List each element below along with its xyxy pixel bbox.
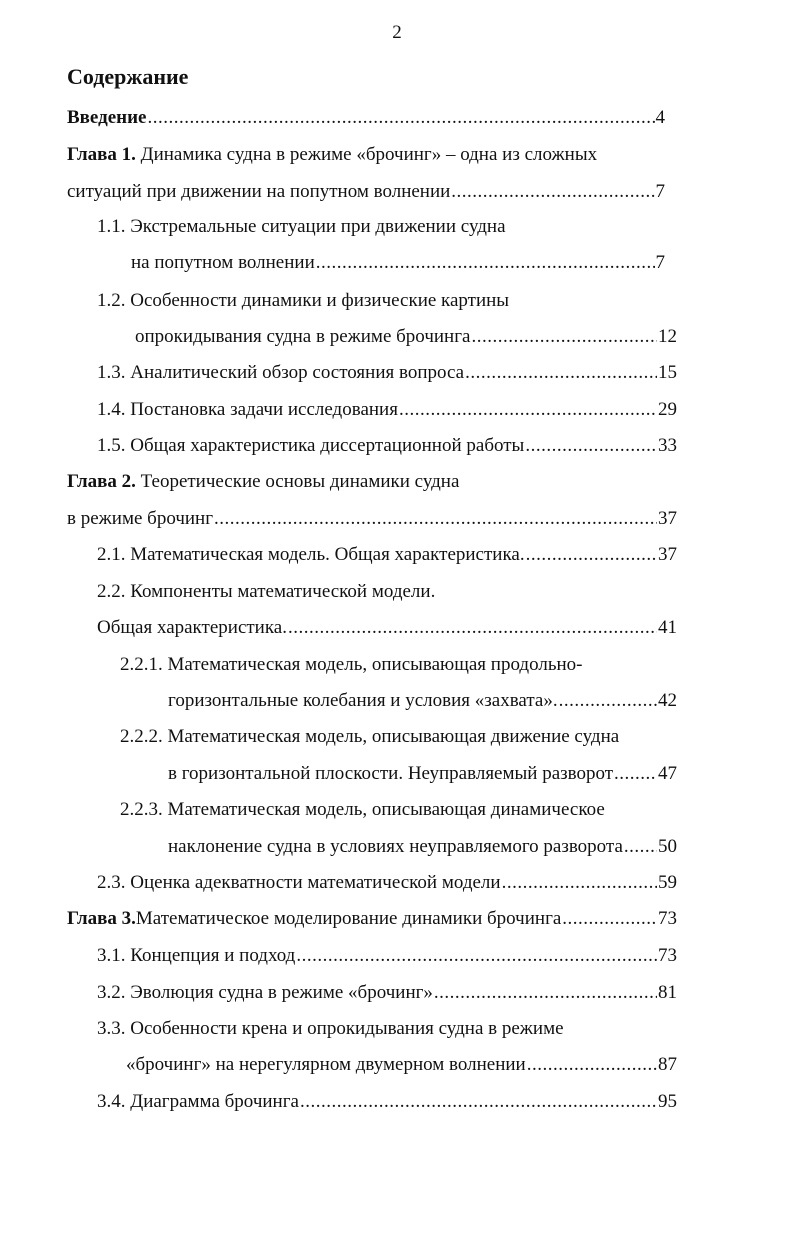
toc-entry-text: горизонтальные колебания и условия «захвата».	[168, 690, 558, 711]
toc-subsection-2-2-1-line1[interactable]	[120, 650, 680, 680]
toc-entry-text: в режиме брочинг	[67, 508, 214, 529]
toc-page-number: 37	[658, 544, 677, 565]
toc-entry-text: ситуаций при движении на попутном волнении	[67, 181, 451, 202]
dot-leader	[451, 177, 654, 207]
toc-section-3-3-line2[interactable]	[126, 1050, 677, 1080]
toc-chapter-label: Глава 2.	[67, 471, 136, 492]
toc-entry-text: 2.2.3. Математическая модель, описывающая динамическое	[120, 799, 605, 820]
toc-page-number: 73	[658, 945, 677, 966]
toc-entry-text: 3.2. Эволюция судна в режиме «брочинг»	[97, 982, 433, 1003]
toc-entry-text: 3.3. Особенности крена и опрокидывания судна в режиме	[97, 1018, 564, 1039]
toc-section-1-2-line2[interactable]	[135, 322, 677, 352]
dot-leader	[465, 358, 657, 388]
toc-chapter-1-line2[interactable]	[67, 177, 665, 207]
toc-entry-text: наклонение судна в условиях неуправляемого разворота	[168, 836, 623, 857]
dot-leader	[471, 322, 657, 352]
dot-leader	[614, 759, 657, 789]
toc-entry-text: Экстремальные ситуации при движении судна	[125, 216, 506, 237]
toc-chapter-label: Глава 3.	[67, 908, 136, 929]
toc-page-number: 7	[655, 252, 665, 273]
toc-section-1-1-line1[interactable]	[97, 212, 657, 242]
toc-page-number: 15	[658, 362, 677, 383]
toc-section-3-3-line1[interactable]	[97, 1014, 657, 1044]
toc-entry-text: 2.2. Компоненты математической модели.	[97, 581, 436, 602]
toc-section-1-4[interactable]	[97, 395, 677, 425]
toc-page-number: 87	[658, 1054, 677, 1075]
toc-page-number: 4	[655, 107, 665, 128]
toc-entry-text: 2.2.2. Математическая модель, описывающая движение судна	[120, 726, 620, 747]
dot-leader	[562, 904, 657, 934]
toc-entry-label: Введение	[67, 107, 147, 128]
dot-leader	[148, 103, 655, 133]
toc-entry-text: на попутном волнении	[131, 252, 315, 273]
toc-entry-text: Общая характеристика.	[97, 617, 287, 638]
toc-page-number: 29	[658, 399, 677, 420]
toc-subsection-2-2-3-line1[interactable]	[120, 795, 680, 825]
dot-leader	[502, 868, 657, 898]
toc-section-1-3[interactable]	[97, 358, 677, 388]
toc-chapter-2-line1[interactable]	[67, 467, 667, 497]
toc-page-number: 12	[658, 326, 677, 347]
toc-page-number: 81	[658, 982, 677, 1003]
toc-section-3-2[interactable]	[97, 978, 677, 1008]
toc-page-number: 41	[658, 617, 677, 638]
toc-entry-text: 2.2.1. Математическая модель, описывающая продольно-	[120, 654, 583, 675]
toc-entry-text: Математическое моделирование динамики брочинга	[135, 908, 562, 929]
toc-entry-text: Теоретические основы динамики судна	[135, 471, 460, 492]
toc-page-number: 37	[658, 508, 677, 529]
toc-page-number: 59	[658, 872, 677, 893]
toc-entry-text: «брочинг» на нерегулярном двумерном волнении	[126, 1054, 526, 1075]
toc-chapter-2-line2[interactable]	[67, 504, 677, 534]
toc-entry-text: Динамика судна в режиме «брочинг» – одна из сложных	[135, 144, 598, 165]
dot-leader	[624, 832, 657, 862]
toc-page-number: 42	[658, 690, 677, 711]
dot-leader	[559, 686, 657, 716]
toc-chapter-3[interactable]	[67, 904, 677, 934]
page-number: 2	[392, 22, 402, 43]
toc-section-number: 1.1.	[97, 216, 126, 237]
dot-leader	[399, 395, 657, 425]
toc-entry-text: 1.5. Общая характеристика диссертационной работы	[97, 435, 525, 456]
toc-section-2-1[interactable]	[97, 540, 677, 570]
toc-entry-text: 1.4. Постановка задачи исследования	[97, 399, 398, 420]
dot-leader	[288, 613, 657, 643]
toc-subsection-2-2-3-line2[interactable]	[168, 832, 677, 862]
toc-section-3-4[interactable]	[97, 1087, 677, 1117]
dot-leader	[526, 540, 657, 570]
toc-entry-text: опрокидывания судна в режиме брочинга	[135, 326, 471, 347]
toc-section-2-2-line2[interactable]	[97, 613, 677, 643]
toc-chapter-1-line1[interactable]	[67, 140, 687, 170]
toc-chapter-label: Глава 1.	[67, 144, 136, 165]
toc-section-1-1-line2[interactable]	[131, 248, 665, 278]
toc-section-2-2-line1[interactable]	[97, 577, 657, 607]
toc-entry-text: 2.3. Оценка адекватности математической модели	[97, 872, 501, 893]
toc-subsection-2-2-2-line1[interactable]	[120, 722, 680, 752]
toc-section-1-2-line1[interactable]	[97, 286, 657, 316]
dot-leader	[316, 248, 655, 278]
toc-entry-text: Особенности динамики и физические картины	[125, 290, 510, 311]
toc-subsection-2-2-1-line2[interactable]	[168, 686, 677, 716]
dot-leader	[296, 941, 657, 971]
toc-section-number: 1.2.	[97, 290, 126, 311]
dot-leader	[300, 1087, 657, 1117]
toc-section-1-5[interactable]	[97, 431, 677, 461]
toc-section-2-3[interactable]	[97, 868, 677, 898]
dot-leader	[434, 978, 657, 1008]
toc-entry-text: 1.3. Аналитический обзор состояния вопроса	[97, 362, 465, 383]
toc-subsection-2-2-2-line2[interactable]	[168, 759, 677, 789]
toc-entry-text: 3.4. Диаграмма брочинга	[97, 1091, 299, 1112]
toc-page-number: 95	[658, 1091, 677, 1112]
dot-leader	[525, 431, 657, 461]
toc-entry-text: 2.1. Математическая модель. Общая характеристика.	[97, 544, 525, 565]
toc-section-3-1[interactable]	[97, 941, 677, 971]
toc-entry-introduction[interactable]	[67, 103, 665, 133]
toc-page-number: 33	[658, 435, 677, 456]
toc-entry-text: в горизонтальной плоскости. Неуправляемый разворот	[168, 763, 614, 784]
dot-leader	[214, 504, 657, 534]
toc-title: Содержание	[67, 64, 189, 89]
toc-page-number: 47	[658, 763, 677, 784]
toc-page-number: 50	[658, 836, 677, 857]
toc-page-number: 73	[658, 908, 677, 929]
dot-leader	[527, 1050, 657, 1080]
toc-entry-text: 3.1. Концепция и подход	[97, 945, 296, 966]
toc-page-number: 7	[655, 181, 665, 202]
